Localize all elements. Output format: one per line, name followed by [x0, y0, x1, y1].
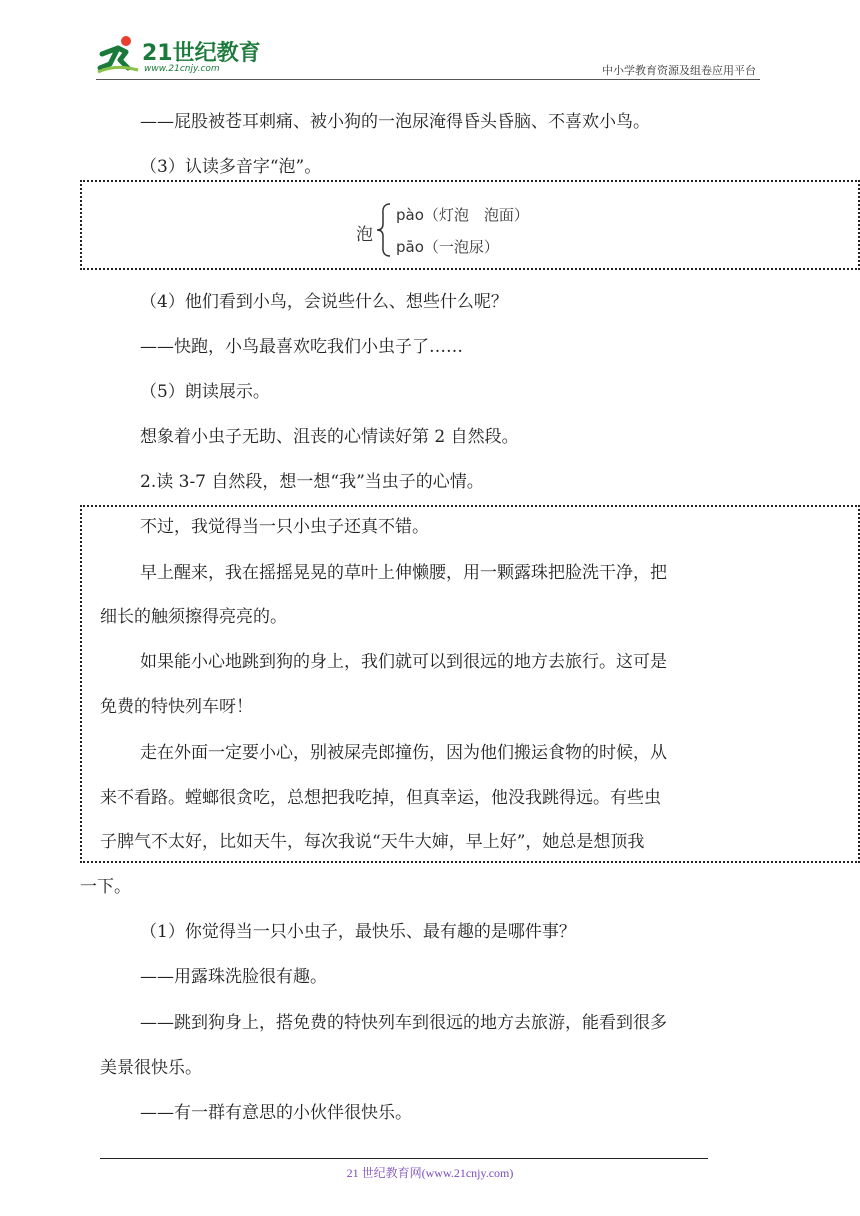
text-line: （3）认读多音字“泡”。: [140, 157, 322, 177]
text-line: （4）他们看到小鸟，会说些什么、想些什么呢？: [140, 292, 508, 312]
passage-line: 细长的触须擦得亮亮的。: [100, 607, 287, 627]
header-divider: [96, 79, 760, 80]
passage-line: 不过，我觉得当一只小虫子还真不错。: [140, 517, 429, 537]
passage-line: 走在外面一定要小心，别被屎壳郎撞伤，因为他们搬运食物的时候，从: [140, 743, 667, 763]
brace-icon: [376, 202, 392, 258]
text-line: （5）朗读展示。: [140, 382, 270, 402]
answer-line: 美景很快乐。: [100, 1058, 202, 1078]
passage-line: 一下。: [80, 877, 131, 897]
passage-line: 如果能小心地跳到狗的身上，我们就可以到很远的地方去旅行。这可是: [140, 652, 667, 672]
polyphone-char: 泡: [356, 225, 373, 245]
site-logo[interactable]: [96, 34, 266, 78]
passage-line: 免费的特快列车呀！: [100, 697, 253, 717]
runner-icon: [96, 34, 140, 76]
page-footer[interactable]: 21 世纪教育网(www.21cnjy.com): [346, 1166, 514, 1180]
page-header: [96, 34, 760, 80]
answer-line: ——跳到狗身上，搭免费的特快列车到很远的地方去旅游，能看到很多: [140, 1013, 667, 1033]
polyphone-entry: [356, 198, 576, 264]
logo-title: 21世纪教育: [142, 41, 261, 66]
polyphone-reading-1: pào（灯泡 泡面）: [396, 206, 529, 224]
text-line: 2.读 3-7 自然段，想一想“我”当虫子的心情。: [140, 472, 484, 492]
header-tagline: 中小学教育资源及组卷应用平台: [602, 64, 756, 77]
text-line: 想象着小虫子无助、沮丧的心情读好第 2 自然段。: [140, 427, 519, 447]
answer-line: ——用露珠洗脸很有趣。: [140, 967, 327, 987]
passage-line: 早上醒来，我在摇摇晃晃的草叶上伸懒腰，用一颗露珠把脸洗干净，把: [140, 563, 667, 583]
text-line: ——屁股被苍耳刺痛、被小狗的一泡尿淹得昏头昏脑、不喜欢小鸟。: [140, 112, 650, 132]
polyphone-reading-2: pāo（一泡尿）: [396, 238, 499, 256]
text-line: ——快跑，小鸟最喜欢吃我们小虫子了……: [140, 337, 463, 357]
question-line: （1）你觉得当一只小虫子，最快乐、最有趣的是哪件事？: [140, 922, 576, 942]
passage-line: 来不看路。螳螂很贪吃，总想把我吃掉，但真幸运，他没我跳得远。有些虫: [100, 788, 661, 808]
passage-line: 子脾气不太好，比如天牛，每次我说“天牛大婶，早上好”，她总是想顶我: [100, 832, 645, 852]
answer-line: ——有一群有意思的小伙伴很快乐。: [140, 1103, 412, 1123]
footer-divider: [100, 1158, 708, 1159]
logo-url: www.21cnjy.com: [144, 64, 220, 74]
